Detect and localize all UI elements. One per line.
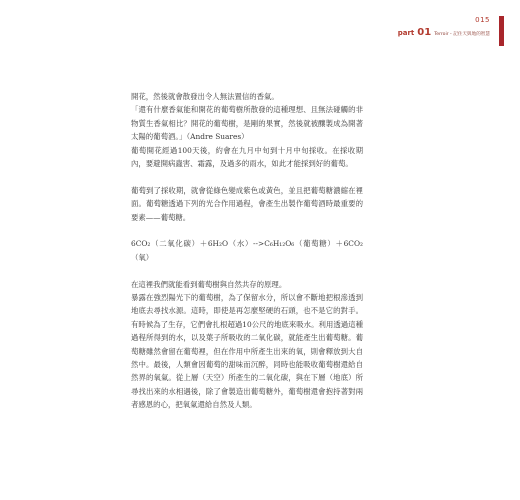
formula: 6CO₂（二氧化碳）＋6H₂O（水）-->C₆H₁₂O₆（葡萄糖）＋6CO₂（氧）	[131, 239, 363, 262]
paragraph: 開花，然後就會散發出令人無法置信的香氣。	[131, 92, 279, 101]
paragraph-spacer	[131, 264, 363, 277]
body-text	[131, 90, 363, 412]
paragraph: 在這裡我們就能看到葡萄樹與自然共存的原理。	[131, 279, 287, 289]
paragraph: 葡萄到了採收期，就會從綠色變成紫色或黃色，並且把葡萄糖濃縮在裡面。葡萄糖透過下列的光合作用過程，會產生出製作葡萄酒時最重要的要素——葡萄糖。	[131, 185, 363, 222]
part-number: 01	[417, 27, 432, 38]
quote-paragraph: 「還有什麼香氣能和開花的葡萄樹所散發的這種理想、且無法碰觸的非物質生香氣相比？開花的葡萄樹，是剛的果實，然後就被釀製成為開著太陽的葡萄酒。」（Andre Suares）	[131, 105, 363, 142]
page-number: 015	[475, 16, 490, 24]
chapter-tab-mark	[499, 16, 504, 46]
paragraph: 葡萄開花經過100天後，約會在九月中旬到十月中旬採收。在採收期內，要避開病蟲害、霜露，及過多的雨水，如此才能採到好的葡萄。	[131, 145, 363, 169]
chapter-subtitle: Terroir・記住天與地的智慧	[434, 32, 490, 37]
paragraph: 暴露在強烈陽光下的葡萄樹，為了保留水分，所以會不斷地把根滲透到地底去尋找水源。這時，即使是再怎麼堅硬的石頭，也不是它的對手。有時候為了生存，它們會扎根超過10公尺的地底來吸水。利用透過這種過程所得到的水，以及葉子所吸收的二氧化碳，就能產生出葡萄糖。葡萄糖雖然會留在葡萄裡，但在作用中所產生出來的氧，則會釋放到大自然中。最後，人類會因葡萄的甜味而沉醉，同時也能吸收葡萄樹還給自然界的氧氣。從上層（天空）所產生的二氧化碳，與在下層（地底）所尋找出來的水相遇後，除了會製造出葡萄糖外，葡萄樹還會抱持著對兩者感恩的心，把氧氣還給自然及人類。	[131, 293, 363, 410]
paragraph-spacer	[131, 224, 363, 237]
paragraph-spacer	[131, 170, 363, 183]
page-header	[304, 16, 504, 46]
part-heading	[398, 27, 490, 38]
part-label: part	[397, 29, 415, 37]
